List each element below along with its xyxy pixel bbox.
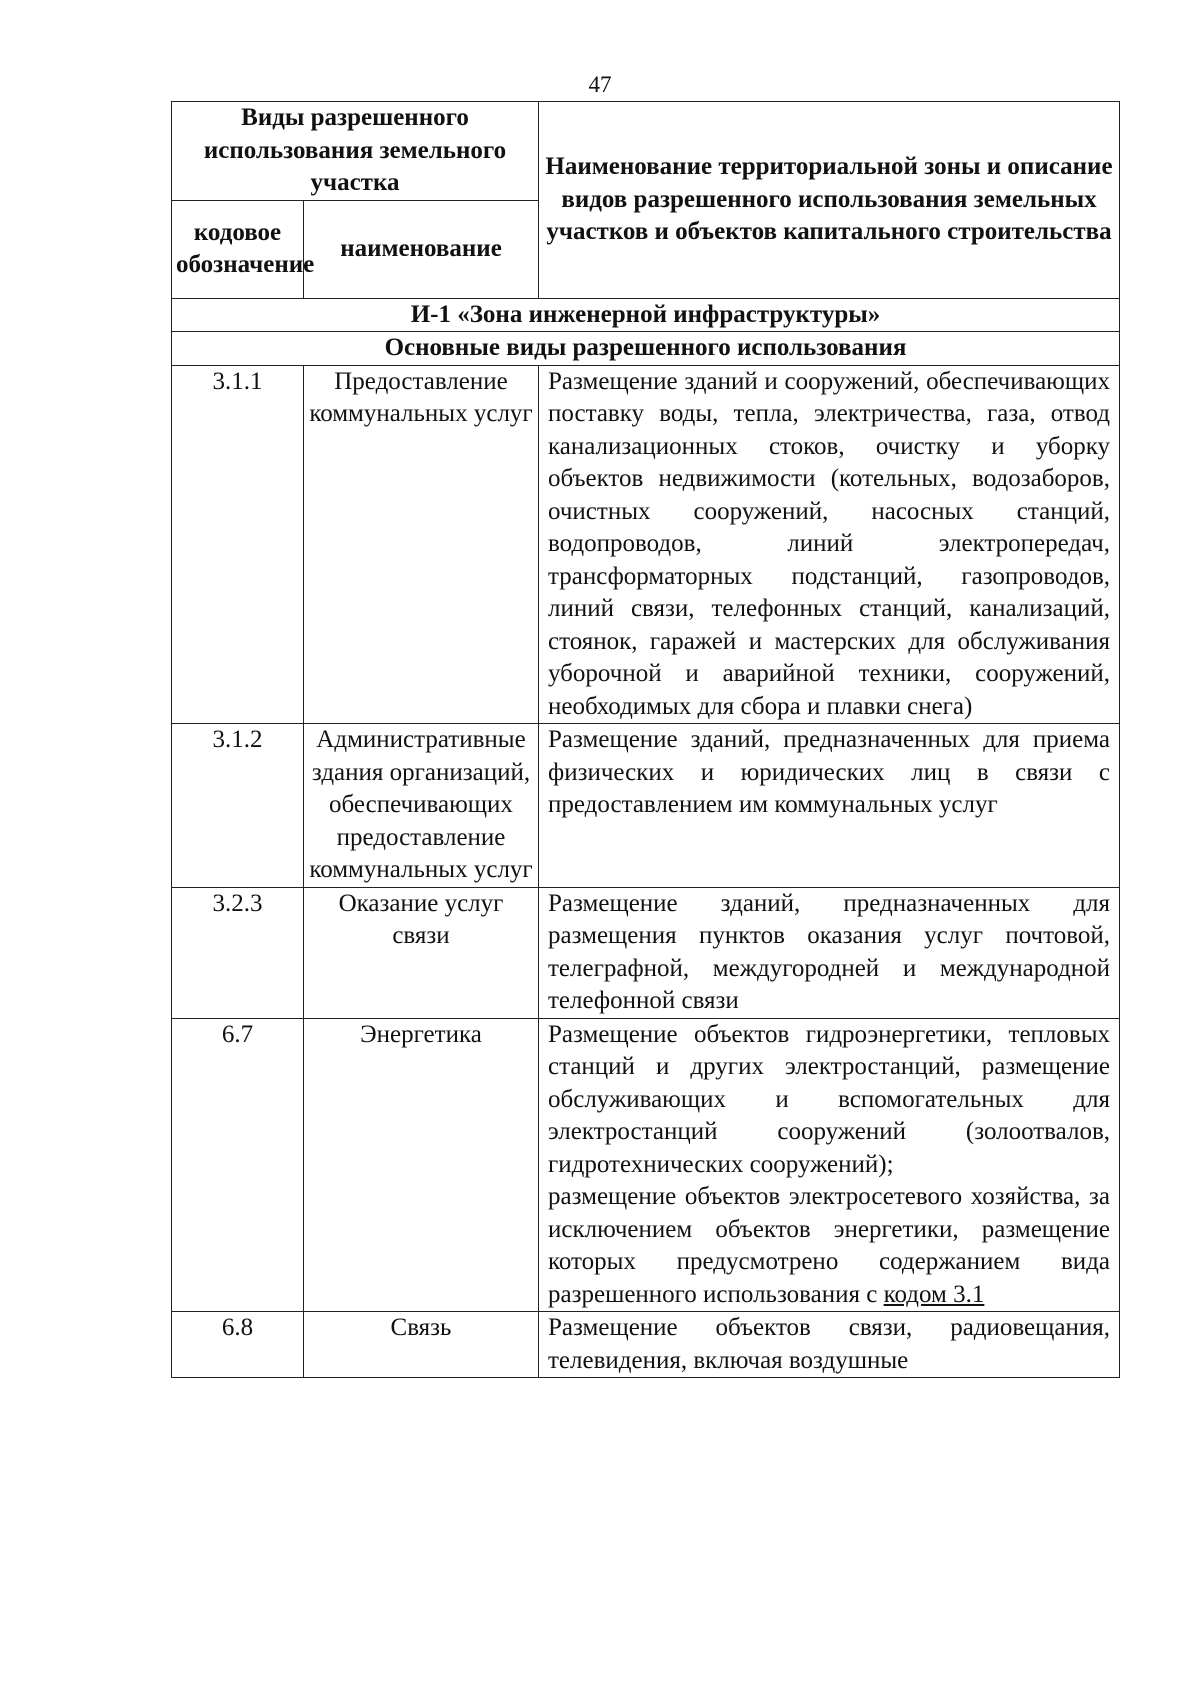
table-row	[172, 365, 1120, 724]
row-name: Связь	[304, 1312, 539, 1378]
row-description: Размещение зданий, предназначенных для приема физических и юридических лиц в связи с предоставлением им коммунальных услуг	[539, 724, 1120, 888]
row-code: 3.2.3	[172, 887, 304, 1018]
land-use-table	[171, 101, 1120, 1378]
page-number: 47	[588, 72, 612, 97]
zone-title-row	[172, 298, 1120, 332]
row-description: Размещение зданий, предназначенных для размещения пунктов оказания услуг почтовой, телеграфной, междугородней и международной телефонной связи	[539, 887, 1120, 1018]
section-title: Основные виды разрешенного использования	[172, 332, 1120, 366]
row-description-text: размещение объектов электросетевого хозяйства, за исключением объектов энергетики, размещение которых предусмотрено содержанием вида разрешенного использования с	[548, 1183, 1110, 1308]
row-name: Энергетика	[304, 1018, 539, 1312]
row-name: Оказание услуг связи	[304, 887, 539, 1018]
table-row	[172, 724, 1120, 888]
code-reference-link[interactable]: кодом 3.1	[883, 1280, 985, 1308]
row-description-paragraph	[548, 1181, 1110, 1311]
row-name: Предоставление коммунальных услуг	[304, 365, 539, 724]
row-code: 6.7	[172, 1018, 304, 1312]
row-code: 3.1.2	[172, 724, 304, 888]
header-name-column: наименование	[304, 200, 539, 298]
table-row	[172, 1018, 1120, 1312]
row-code: 6.8	[172, 1312, 304, 1378]
row-description-paragraph: Размещение объектов гидроэнергетики, тепловых станций и других электростанций, размещение обслуживающих и вспомогательных для электростанций сооружений (золоотвалов, гидротехнических сооружений);	[548, 1020, 1110, 1178]
row-description: Размещение зданий и сооружений, обеспечивающих поставку воды, тепла, электричества, газа, отвод канализационных стоков, очистку и уборку объектов недвижимости (котельных, водозаборов, очистных сооружений, насосных станций, водопроводов, линий электропередач, трансформаторных подстанций, газопроводов, линий связи, телефонных станций, канализаций, стоянок, гаражей и мастерских для обслуживания уборочной и аварийной техники, сооружений, необходимых для сбора и плавки снега)	[539, 365, 1120, 724]
header-description-title: Наименование территориальной зоны и описание видов разрешенного использования земельных участков и объектов капитального строительства	[539, 102, 1120, 299]
table-row	[172, 887, 1120, 1018]
row-description: Размещение объектов связи, радиовещания, телевидения, включая воздушные	[539, 1312, 1120, 1378]
table-row	[172, 1312, 1120, 1378]
section-title-row	[172, 332, 1120, 366]
row-description	[539, 1018, 1120, 1312]
header-row-top	[172, 102, 1120, 201]
row-code: 3.1.1	[172, 365, 304, 724]
header-group-title: Виды разрешенного использования земельного участка	[172, 102, 539, 201]
header-code-column: кодовое обозначение	[172, 200, 304, 298]
zone-title: И-1 «Зона инженерной инфраструктуры»	[172, 298, 1120, 332]
row-name: Административные здания организаций, обеспечивающих предоставление коммунальных услуг	[304, 724, 539, 888]
